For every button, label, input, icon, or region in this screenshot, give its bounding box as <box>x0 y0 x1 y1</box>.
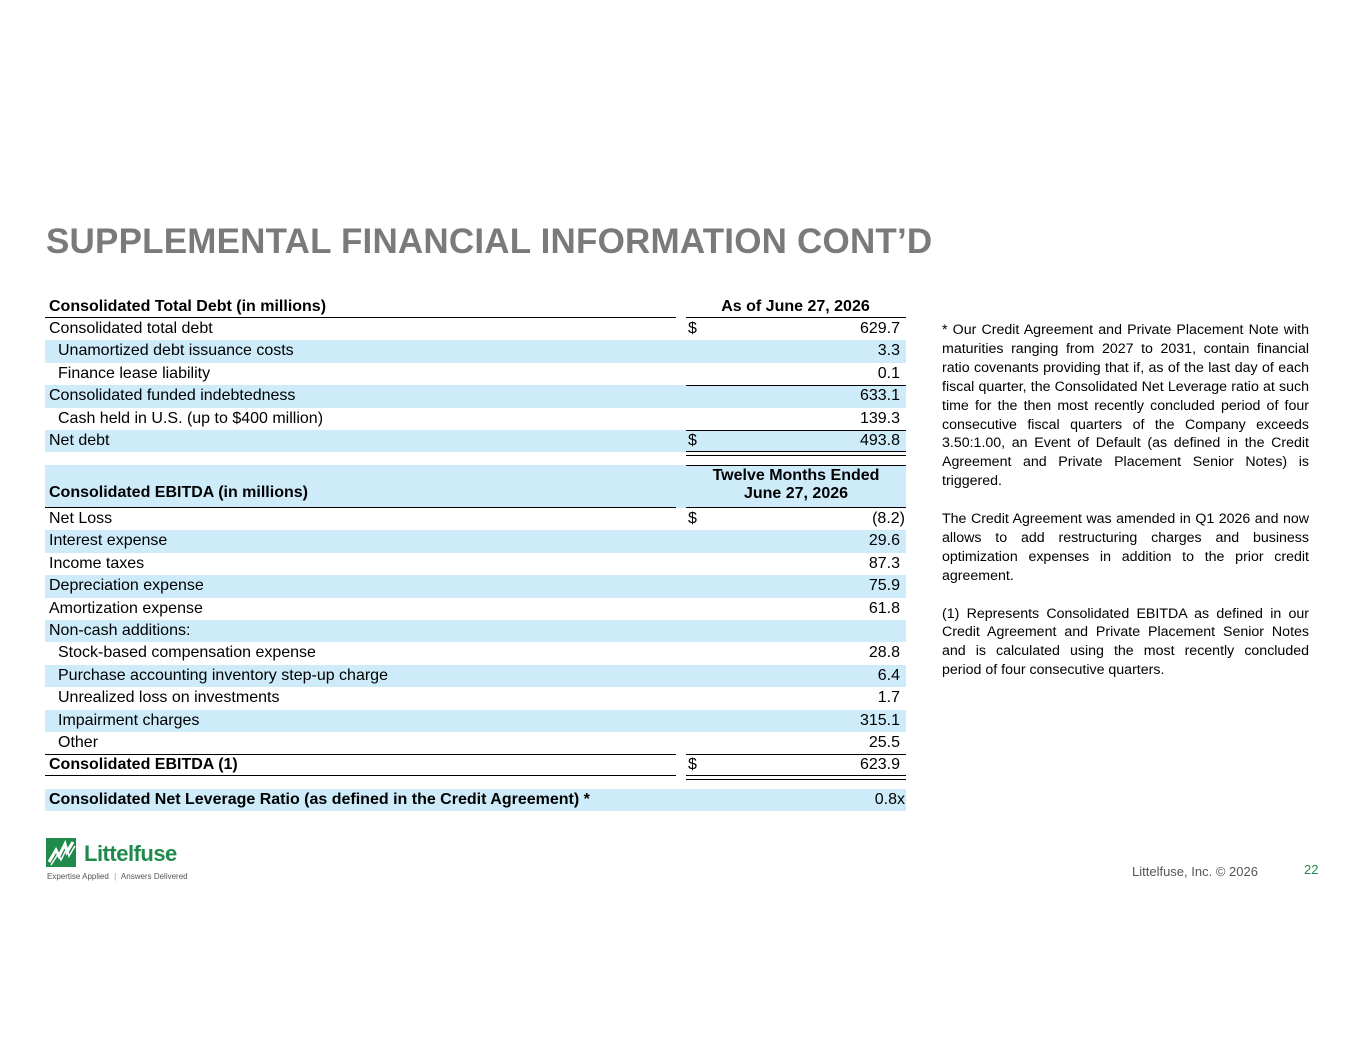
table-row <box>45 318 906 340</box>
row-label: Cash held in U.S. (up to $400 million) <box>58 409 324 427</box>
row-label: Consolidated total debt <box>49 320 213 337</box>
row-label: Net Loss <box>49 510 113 527</box>
row-label: Consolidated funded indebtedness <box>49 387 296 405</box>
table-row <box>45 687 906 709</box>
leverage-label: Consolidated Net Leverage Ratio (as defined in the Credit Agreement) * <box>49 790 590 808</box>
row-value: (8.2) <box>872 510 905 527</box>
row-currency: $ <box>688 756 697 774</box>
row-label: Income taxes <box>49 554 145 572</box>
debt-header-date: As of June 27, 2026 <box>721 298 870 315</box>
ebitda-header-line1: Twelve Months Ended <box>712 467 880 484</box>
logo-wordmark: Littelfuse <box>84 841 177 866</box>
tagline-left: Expertise Applied <box>47 872 109 881</box>
row-currency: $ <box>688 320 697 337</box>
footnote-ebitda: (1) Represents Consolidated EBITDA as defined in our Credit Agreement and Private Placement Senior Notes and is calculated using the most recently concluded period of four consecutive quarters. <box>942 605 1309 679</box>
row-label: Other <box>58 733 99 751</box>
table-row <box>45 530 906 552</box>
row-label: Finance lease liability <box>58 364 211 382</box>
table-row <box>45 710 906 732</box>
row-value: 3.3 <box>877 342 900 360</box>
row-label: Unrealized loss on investments <box>58 689 280 707</box>
row-value: 629.7 <box>859 320 900 337</box>
table-row <box>45 665 906 687</box>
table-row <box>45 363 906 385</box>
row-value: 139.3 <box>859 409 900 427</box>
divider <box>686 465 906 466</box>
table-row <box>45 385 906 407</box>
table-row <box>45 620 906 642</box>
footnote-amendment: The Credit Agreement was amended in Q1 2026 and now allows to add restructuring charges and business optimization expenses in addition to the prior credit agreement. <box>942 511 1309 584</box>
row-value: 633.1 <box>859 387 900 405</box>
row-label: Consolidated EBITDA (1) <box>49 756 238 774</box>
table-row <box>45 340 906 362</box>
copyright: Littelfuse, Inc. © 2026 <box>1132 864 1258 879</box>
logo-mark-icon <box>46 838 78 868</box>
littelfuse-logo <box>46 838 196 886</box>
tagline-right: Answers Delivered <box>120 872 188 881</box>
ebitda-header-line2: June 27, 2026 <box>743 485 849 502</box>
row-currency: $ <box>688 431 697 449</box>
ebitda-table <box>45 465 906 811</box>
table-row <box>45 508 906 530</box>
row-value: 0.1 <box>877 364 900 382</box>
row-label: Unamortized debt issuance costs <box>58 342 294 360</box>
tagline-separator: | <box>114 872 117 881</box>
footnote-covenant: * Our Credit Agreement and Private Placement Note with maturities ranging from 2027 to 2031, contain financial ratio covenants providing that if, as of the last day of each fiscal quarter, the Consolidated Net Leverage ratio at such time for the then most recently concluded period of four consecutive fiscal quarters of the Company exceeds 3.50:1.00, an Event of Default (as defined in the Credit Agreement and Private Placement Senior Notes) is triggered. <box>942 322 1309 490</box>
table-row <box>45 408 906 430</box>
debt-table-header <box>45 296 906 318</box>
table-row <box>45 642 906 664</box>
debt-header-label: Consolidated Total Debt (in millions) <box>49 298 327 315</box>
row-label: Net debt <box>49 431 110 449</box>
row-value: 28.8 <box>868 644 900 662</box>
row-value: 6.4 <box>877 666 900 684</box>
row-value: 623.9 <box>859 756 900 774</box>
footnotes <box>942 321 1309 699</box>
row-label: Purchase accounting inventory step-up charge <box>58 666 388 684</box>
page-title: SUPPLEMENTAL FINANCIAL INFORMATION CONT’D <box>46 222 933 261</box>
ebitda-header-period <box>686 467 906 503</box>
table-row <box>45 732 906 754</box>
page-number: 22 <box>1304 862 1319 877</box>
ebitda-table-header <box>45 465 906 508</box>
row-label: Impairment charges <box>58 711 200 729</box>
table-row <box>45 430 906 452</box>
row-label: Stock-based compensation expense <box>58 644 316 662</box>
row-value: 87.3 <box>868 554 900 572</box>
row-value: 25.5 <box>868 733 900 751</box>
row-value: 29.6 <box>868 532 900 550</box>
row-value: 493.8 <box>859 431 900 449</box>
table-row <box>45 598 906 620</box>
table-row-total <box>45 754 906 776</box>
table-row <box>45 575 906 597</box>
row-label: Non-cash additions: <box>49 621 191 639</box>
leverage-row <box>45 789 906 811</box>
row-value: 75.9 <box>868 577 900 595</box>
row-value: 1.7 <box>877 689 900 707</box>
row-label: Amortization expense <box>49 599 203 617</box>
double-underline <box>686 451 906 456</box>
table-row <box>45 553 906 575</box>
divider <box>45 775 676 776</box>
row-label: Interest expense <box>49 532 168 550</box>
row-value: 61.8 <box>868 599 900 617</box>
ebitda-header-label: Consolidated EBITDA (in millions) <box>49 484 308 501</box>
debt-table <box>45 296 906 452</box>
logo-tagline <box>47 872 188 881</box>
row-value: 315.1 <box>859 711 900 729</box>
leverage-value: 0.8x <box>874 790 905 808</box>
double-underline <box>686 775 906 780</box>
row-currency: $ <box>688 510 697 527</box>
row-label: Depreciation expense <box>49 577 204 595</box>
